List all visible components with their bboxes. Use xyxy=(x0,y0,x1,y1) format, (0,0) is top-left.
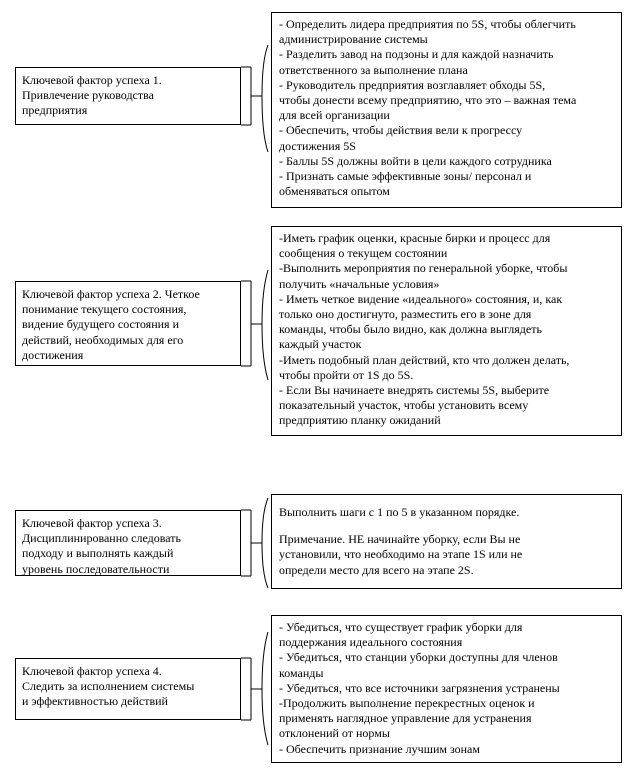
action-line: - Обеспечить, чтобы действия вели к прогрессу xyxy=(279,123,523,138)
action-line: достижения 5S xyxy=(279,138,356,153)
action-line: предприятию планку ожиданий xyxy=(279,413,441,428)
action-line: -Иметь подобный план действий, кто что должен делать, xyxy=(279,352,570,367)
action-line: поддержания идеального состояния xyxy=(279,635,463,650)
action-line: - Убедиться, что станции уборки доступны для членов xyxy=(279,650,558,665)
action-line: каждый участок xyxy=(279,337,362,352)
factor-2-label: Ключевой фактор успеха 2. Четкое понимание текущего состояния, видение будущего состояния и действий, необходимых для его достижения xyxy=(22,287,200,362)
brace-3 xyxy=(241,498,268,588)
action-line: отклонений от нормы xyxy=(279,726,390,741)
action-line: - Обеспечить признание лучшим зонам xyxy=(279,741,480,756)
action-line: обменяваться опытом xyxy=(279,184,390,199)
action-line: Выполнить шаги с 1 по 5 в указанном порядке. xyxy=(279,505,520,519)
action-line: - Убедиться, что все источники загрязнения устранены xyxy=(279,680,560,695)
action-line: только оно достигнуто, разместить его в зоне для xyxy=(279,307,532,322)
action-line: получить «начальные условия» xyxy=(279,276,440,291)
action-line: ответственного за выполнение плана xyxy=(279,62,468,77)
action-line: команды xyxy=(279,665,324,680)
action-line: - Признать самые эффективные зоны/ персонал и xyxy=(279,169,532,184)
factor-3-label: Ключевой фактор успеха 3. Дисциплинированно следовать подходу и выполнять каждый уровень последовательности xyxy=(22,516,181,576)
action-line: - Если Вы начинаете внедрять системы 5S, выберите xyxy=(279,383,550,398)
action-line: чтобы пройти от 1S до 5S. xyxy=(279,367,414,382)
brace-1 xyxy=(241,45,268,152)
action-line: - Определить лидера предприятия по 5S, чтобы облегчить xyxy=(279,17,576,31)
action-line: -Продолжить выполнение перекрестных оценок и xyxy=(279,696,535,711)
action-line: -Иметь график оценки, красные бирки и процесс для xyxy=(279,231,551,245)
action-line: определи место для всего на этапе 2S. xyxy=(279,562,474,577)
action-line: -Выполнить мероприятия по генеральной уборке, чтобы xyxy=(279,261,568,276)
action-line: сообщения о текущем состоянии xyxy=(279,246,448,261)
action-line: Примечание. НЕ начинайте уборку, если Вы не xyxy=(279,532,521,547)
action-line: применять наглядное управление для устранения xyxy=(279,711,532,726)
brace-4 xyxy=(241,632,268,745)
action-line: - Иметь четкое видение «идеального» состояния, и, как xyxy=(279,291,563,306)
action-line: - Убедиться, что существует график уборки для xyxy=(279,620,523,634)
action-line: администрирование системы xyxy=(279,32,428,47)
factor-1-label: Ключевой фактор успеха 1. Привлечение руководства предприятия xyxy=(22,73,162,118)
brace-2 xyxy=(241,270,268,380)
action-line: показательный участок, чтобы установить всему xyxy=(279,398,529,413)
factor-4-label: Ключевой фактор успеха 4. Следить за исполнением системы и эффективностью действий xyxy=(22,664,195,709)
action-line: для всей организации xyxy=(279,108,390,123)
action-line: - Разделить завод на подзоны и для каждой назначить xyxy=(279,47,554,62)
action-line: установили, что необходимо на этапе 1S или не xyxy=(279,547,523,562)
action-line: - Баллы 5S должны войти в цели каждого сотрудника xyxy=(279,153,552,168)
action-line: команды, чтобы было видно, как должна выглядеть xyxy=(279,322,542,337)
action-line: чтобы донести всему предприятию, что это – важная тема xyxy=(279,93,577,108)
action-line: - Руководитель предприятия возглавляет обходы 5S, xyxy=(279,77,546,92)
